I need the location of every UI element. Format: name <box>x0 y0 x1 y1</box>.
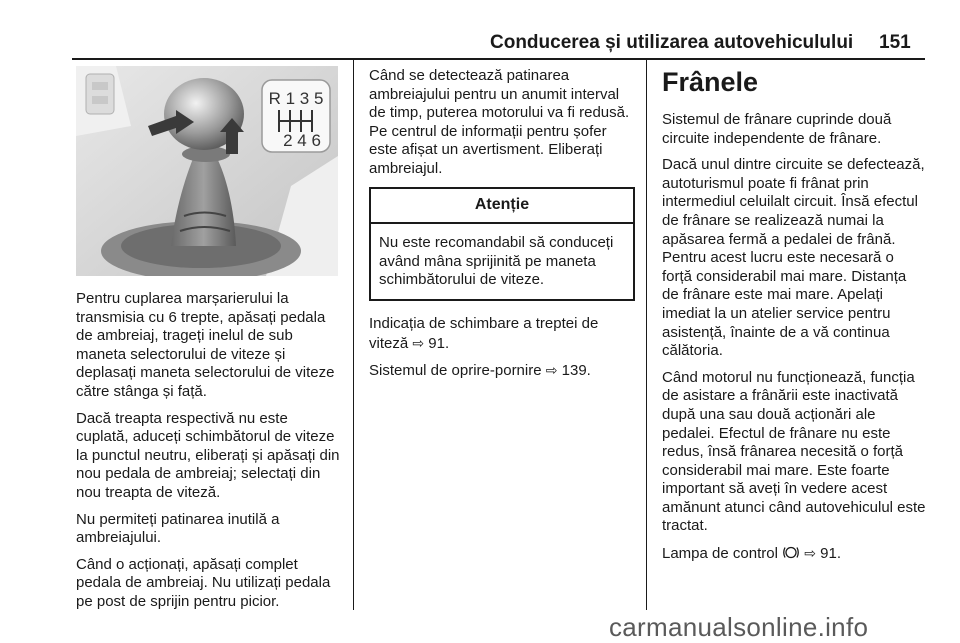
paragraph: Dacă treapta respectivă nu este cuplată, aduceți schimbătorul de viteze la punctul neutru, eliberați și apăsați din nou pedala de ambreiaj; selectați din nou treapta de viteză. <box>76 409 340 501</box>
brake-warning-lamp-icon <box>782 545 800 566</box>
page-reference-arrow-icon: ⇨ <box>545 362 558 379</box>
page-reference-arrow-icon: ⇨ <box>412 334 425 351</box>
paragraph: Când se detectează patinarea ambreiajului pentru un anumit interval de timp, puterea motorului va fi redusă. Pe centrul de informații pentru șofer este afișat un avertisment. Eliberați ambreiajul. <box>369 67 630 177</box>
paragraph: Sistemul de frânare cuprinde două circuite independente de frânare. <box>662 111 892 147</box>
paragraph: Nu permiteți patinarea inutilă a ambreiajului. <box>76 510 280 547</box>
column-divider-1 <box>353 58 354 610</box>
gear-shift-figure <box>76 66 338 276</box>
reference-paragraph <box>369 361 635 381</box>
watermark: carmanualsonline.info <box>609 612 869 642</box>
header-rule <box>72 58 925 60</box>
page-number: 151 <box>879 32 911 53</box>
column-1 <box>76 290 344 620</box>
reference-paragraph <box>369 315 635 353</box>
column-3 <box>662 67 926 574</box>
gear-pattern-top: R 1 3 5 <box>268 89 324 108</box>
gear-pattern-bottom: 2 4 6 <box>283 131 321 150</box>
warning-title: Atenție <box>371 189 633 225</box>
reference-page[interactable]: 139. <box>561 362 591 380</box>
column-divider-2 <box>646 58 647 610</box>
reference-page[interactable]: 91. <box>428 334 450 352</box>
reference-page[interactable]: 91. <box>820 545 842 563</box>
paragraph: Când motorul nu funcționează, funcția de asistare a frânării este inactivată după una sau două acționări ale pedalei. Efectul de frânare nu este redus, însă frânarea necesită o forță considerabil mai mare. Este foarte important să aveți în vedere acest amănunt atunci când autovehiculul este tractat. <box>662 368 926 535</box>
paragraph: Când o acționați, apăsați complet pedala de ambreiaj. Nu utilizați pedala pe post de sprijin pentru picior. <box>76 555 331 610</box>
section-heading: Frânele <box>662 67 759 97</box>
warning-body: Nu este recomandabil să conduceți având mâna sprijinită pe maneta schimbătorului de viteze. <box>379 234 614 289</box>
reference-text: Indicația de schimbare a treptei de viteză <box>369 314 599 352</box>
reference-text: Lampa de control <box>662 545 778 563</box>
page-reference-arrow-icon: ⇨ <box>804 545 816 562</box>
gear-shift-illustration <box>76 66 338 276</box>
reference-paragraph <box>662 544 926 566</box>
reference-text: Sistemul de oprire-pornire <box>369 362 542 380</box>
paragraph: Dacă unul dintre circuite se defectează, autoturismul poate fi frânat prin intermediul celuilalt circuit. Însă efectul de frânare se realizează numai la apăsarea fermă a pedalei de frână. Pentru acest lucru este necesară o forță considerabil mai mare. Distanța de frânare este mai mare. Apelați imediat la un atelier service pentru asistență, înainte de a vă continua călătoria. <box>662 156 925 360</box>
paragraph: Pentru cuplarea marșarierului la transmisia cu 6 trepte, apăsați pedala de ambreiaj, trageți inelul de sub maneta selectorului de viteze și deplasați maneta selectorului de viteze către stânga și față. <box>76 290 335 400</box>
warning-box <box>369 187 635 301</box>
column-2 <box>369 67 635 389</box>
header-title: Conducerea și utilizarea autovehiculului <box>490 32 854 53</box>
